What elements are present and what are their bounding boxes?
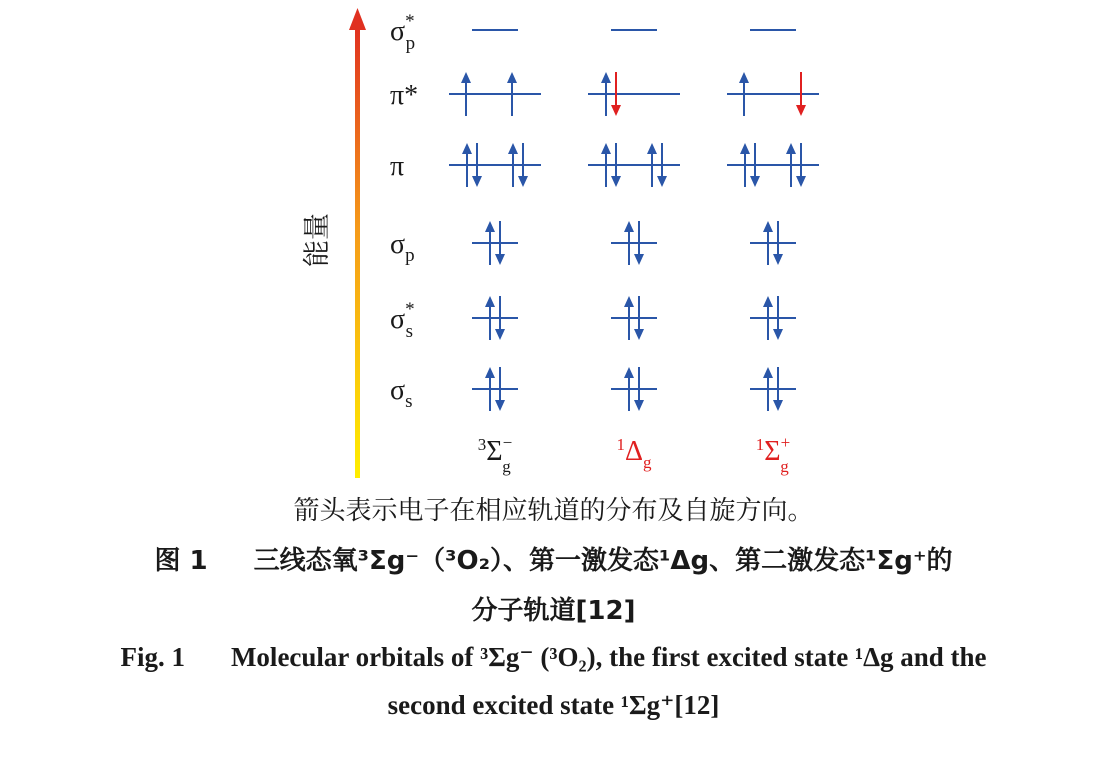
state-label-3: $^1$Σ+ g bbox=[755, 433, 791, 476]
caption-cn-line1 bbox=[0, 540, 1107, 577]
orbital-level-pi-a bbox=[449, 143, 495, 187]
orbital-level-pi-a bbox=[588, 143, 634, 187]
orbital-labels bbox=[390, 11, 418, 412]
orbital-label-pi: π bbox=[390, 151, 405, 182]
state-label-1: $^3$Σ− g bbox=[477, 433, 513, 476]
state-column-3 bbox=[727, 30, 819, 411]
orbital-level-sigma-s bbox=[611, 367, 657, 411]
caption-en-line1 bbox=[0, 642, 1107, 673]
orbital-level-sigma-p bbox=[611, 221, 657, 265]
orbital-label-sigma-p: $\sigma_p$ bbox=[390, 229, 415, 266]
state-column-2 bbox=[588, 30, 680, 411]
caption-cn-title: 三线态氧³Σg⁻（³O₂）、第一激发态¹Δg、第二激发态¹Σg⁺的 bbox=[253, 546, 953, 576]
orbital-level-sigma-s-star bbox=[472, 296, 518, 340]
orbital-level-sigma-s-star bbox=[750, 296, 796, 340]
caption-note: 箭头表示电子在相应轨道的分布及自旋方向。 bbox=[293, 496, 814, 526]
energy-axis-label: 能量 bbox=[302, 213, 333, 267]
orbital-level-pi-b bbox=[634, 143, 680, 187]
orbital-level-pi-star-a bbox=[727, 72, 773, 116]
state-label-2: $^1\Delta_g$ bbox=[616, 435, 652, 472]
orbital-level-sigma-p bbox=[472, 221, 518, 265]
orbital-level-pi-star-b bbox=[495, 72, 541, 116]
orbital-level-sigma-p bbox=[750, 221, 796, 265]
orbital-label-pi-star: π* bbox=[390, 80, 419, 111]
orbital-level-sigma-s bbox=[472, 367, 518, 411]
state-column-1 bbox=[449, 30, 541, 411]
caption-cn-fig-number: 图 1 bbox=[154, 546, 208, 576]
state-labels bbox=[478, 433, 790, 476]
orbital-level-pi-star-a bbox=[449, 72, 495, 116]
orbital-level-sigma-s bbox=[750, 367, 796, 411]
orbital-level-pi-a bbox=[727, 143, 773, 187]
caption-cn-line2: 分子轨道[12] bbox=[471, 596, 636, 626]
caption-en-title: Molecular orbitals of ³Σg⁻ (³O₂), the first excited state ¹Δg and the bbox=[230, 642, 987, 672]
orbital-level-sigma-s-star bbox=[611, 296, 657, 340]
orbital-label-sigma-s: $\sigma_s$ bbox=[390, 375, 413, 412]
caption-en-line2: second excited state ¹Σg⁺[12] bbox=[387, 690, 720, 720]
orbital-level-pi-b bbox=[495, 143, 541, 187]
energy-arrow-head bbox=[349, 8, 366, 30]
orbital-label-sigma-p-star: σ* p bbox=[390, 11, 416, 54]
caption-en-fig-number: Fig. 1 bbox=[120, 642, 185, 672]
orbital-level-pi-star-a bbox=[588, 72, 634, 116]
energy-arrow-shaft bbox=[355, 24, 360, 478]
orbital-label-sigma-s-star: σ* s bbox=[390, 299, 415, 342]
orbital-levels bbox=[449, 30, 819, 411]
orbital-level-pi-b bbox=[773, 143, 819, 187]
orbital-level-pi-star-b bbox=[773, 72, 819, 116]
